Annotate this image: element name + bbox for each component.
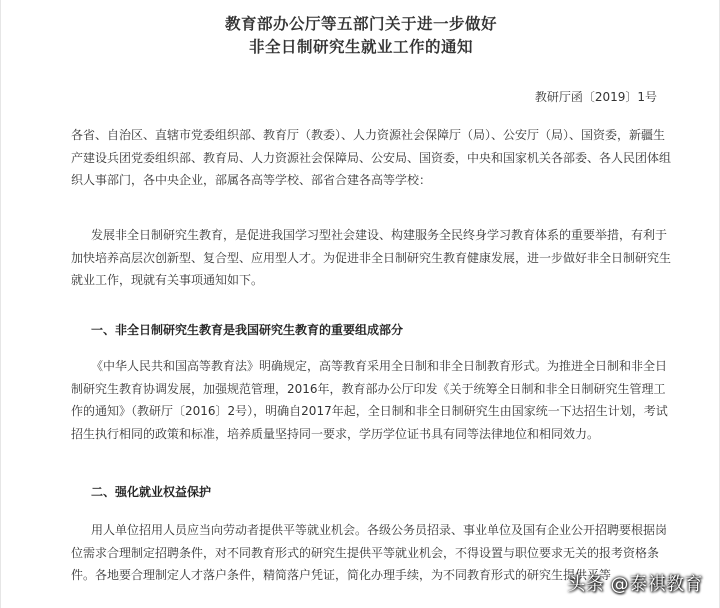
section2-heading: 二、强化就业权益保护 <box>91 485 212 499</box>
intro-paragraph: 发展非全日制研究生教育，是促进我国学习型社会建设、构建服务全民终身学习教育体系的重要举措，有利于加快培养高层次创新型、复合型、应用型人才。为促进非全日制研究生教育健康发展，进一步做好非全日制研究生就业工作，现就有关事项通知如下。 <box>71 228 672 287</box>
document-title-line2: 非全日制研究生就业工作的通知 <box>248 38 473 56</box>
section1-heading: 一、非全日制研究生教育是我国研究生教育的重要组成部分 <box>91 323 404 337</box>
section1-body: 《中华人民共和国高等教育法》明确规定，高等教育采用全日制和非全日制教育形式。为推进全日制和非全日制研究生教育协调发展，加强规范管理，2016年，教育部办公厅印发《关于统筹全日制和非全日制研究生管理工作的通知》（教研厅〔2016〕2号），明确自2017年起，全日制和非全日制研究生由国家统一下达招生计划，考试招生执行相同的政策和标准，培养质量坚持同一要求，学历学位证书具有同等法律地位和相同效力。 <box>71 359 668 441</box>
watermark-label: 头条 @泰祺教育 <box>567 574 703 595</box>
document-title-line1: 教育部办公厅等五部门关于进一步做好 <box>224 15 497 33</box>
document-number: 教研厅函〔2019〕1号 <box>534 90 657 104</box>
addressees-paragraph: 各省、自治区、直辖市党委组织部、教育厅（教委）、人力资源社会保障厅（局）、公安厅（局）、国资委，新疆生产建设兵团党委组织部、教育局、人力资源社会保障局、公安局、国资委，中央和国家机关各部委、各人民团体组织人事部门，各中央企业，部属各高等学校、部省合建各高等学校： <box>71 128 672 187</box>
section2-body: 用人单位招用人员应当向劳动者提供平等就业机会。各级公务员招录、事业单位及国有企业公开招聘要根据岗位需求合理制定招聘条件，对不同教育形式的研究生提供平等就业机会，不得设置与职位要求无关的报考资格条件。各地要合理制定人才落户条件，精简落户凭证，简化办理手续，为不同教育形式的研究生提供平等 <box>71 523 668 582</box>
